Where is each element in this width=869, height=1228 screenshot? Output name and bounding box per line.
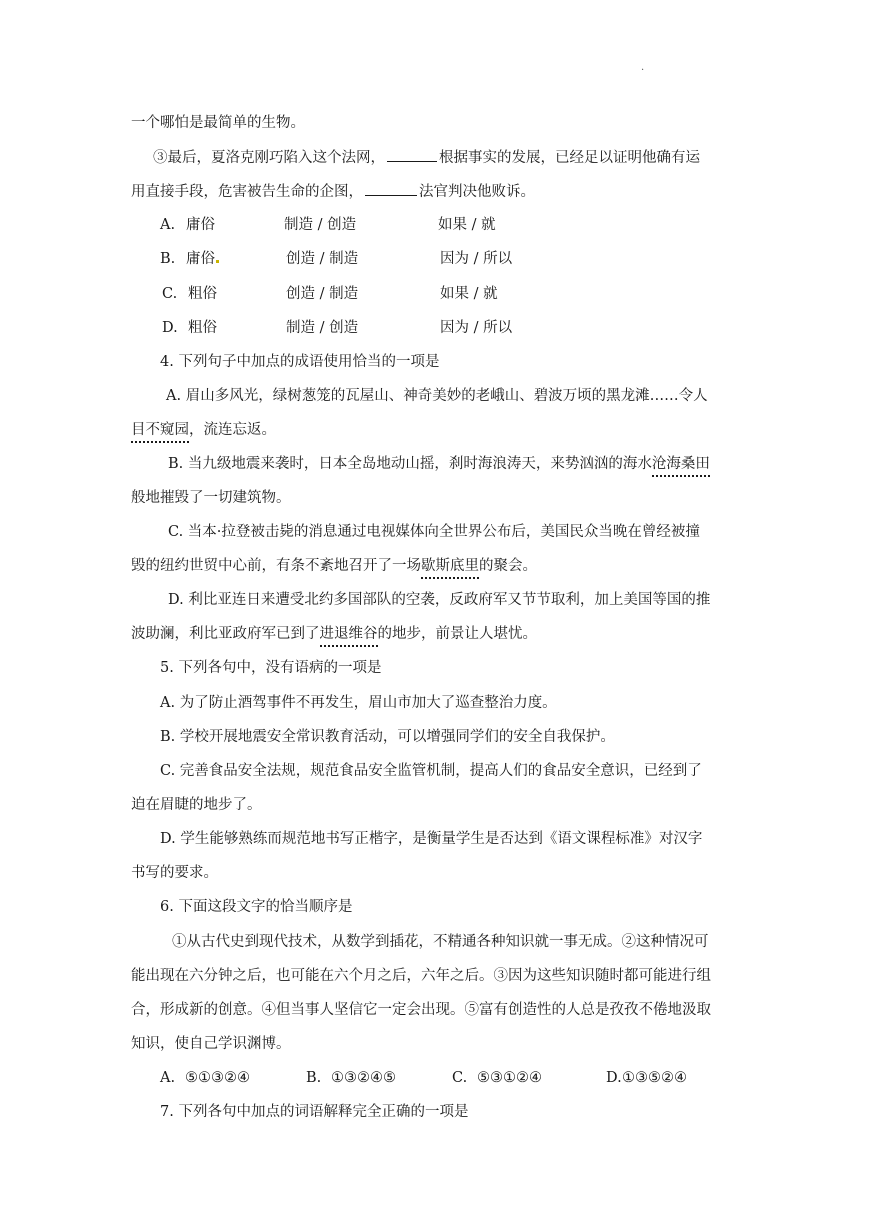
option-word: 因为 / 所以 xyxy=(440,251,513,267)
option-word: 粗俗 xyxy=(188,286,217,302)
option-sequence: ①③⑤②④ xyxy=(622,1070,687,1086)
option-letter: C. xyxy=(452,1070,468,1086)
answer-blank xyxy=(365,181,417,196)
option-line: 毁的纽约世贸中心前，有条不紊地召开了一场歇斯底里的聚会。 xyxy=(131,556,771,576)
option-line: 迫在眉睫的地步了。 xyxy=(131,797,262,813)
option-letter: B. xyxy=(160,251,176,267)
header-dot: . xyxy=(641,62,645,73)
dotted-idiom: 进退维谷 xyxy=(320,626,378,647)
highlight-mark xyxy=(216,260,219,263)
option-word: 制造 / 创造 xyxy=(284,217,357,233)
paragraph-line: 合，形成新的创意。④但当事人坚信它一定会出现。⑤富有创造性的人总是孜孜不倦地汲取 xyxy=(131,1002,711,1018)
option-word: 庸俗 xyxy=(186,217,215,233)
dotted-idiom: 歇斯底里 xyxy=(421,558,479,579)
paragraph-line: 能出现在六分钟之后，也可能在六个月之后，六年之后。③因为这些知识随时都可能进行组 xyxy=(131,968,711,984)
question-stem: 6. 下面这段文字的恰当顺序是 xyxy=(160,899,353,915)
option-line: C. 完善食品安全法规，规范食品安全监管机制，提高人们的食品安全意识，已经到了 xyxy=(160,763,702,779)
option-sequence: ⑤①③②④ xyxy=(185,1070,250,1086)
option-letter: A. xyxy=(160,1070,176,1086)
option-line: A. 眉山多风光，绿树葱笼的瓦屋山、神奇美妙的老峨山、碧波万顷的黑龙滩……令人 xyxy=(166,388,708,404)
question-stem: 7. 下列各句中加点的词语解释完全正确的一项是 xyxy=(160,1104,469,1120)
option-line: D. 学生能够熟练而规范地书写正楷字，是衡量学生是否达到《语文课程标准》对汉字 xyxy=(160,831,703,847)
option-word: 创造 / 制造 xyxy=(286,286,359,302)
option-word: 创造 / 制造 xyxy=(286,251,359,267)
option-word: 因为 / 所以 xyxy=(440,320,513,336)
option-line: A. 为了防止酒驾事件不再发生，眉山市加大了巡查整治力度。 xyxy=(160,695,557,711)
option-line: 书写的要求。 xyxy=(131,865,218,881)
dotted-idiom: 沧海桑田 xyxy=(652,456,710,477)
question-stem: 5. 下列各句中，没有语病的一项是 xyxy=(160,660,382,676)
option-letter: C. xyxy=(162,286,178,302)
paragraph-line: ③最后，夏洛克刚巧陷入这个法网， 根据事实的发展，已经足以证明他确有运 xyxy=(153,147,793,168)
paragraph-line: ①从古代史到现代技术，从数学到插花，不精通各种知识就一事无成。②这种情况可 xyxy=(172,934,709,950)
option-line: 目不窥园，流连忘返。 xyxy=(131,420,771,440)
option-line: 波助澜，利比亚政府军已到了进退维谷的地步，前景让人堪忧。 xyxy=(131,624,771,644)
option-line: C. 当本·拉登被击毙的消息通过电视媒体向全世界公布后，美国民众当晚在曾经被撞 xyxy=(168,524,700,540)
paragraph-line: 知识，使自己学识渊博。 xyxy=(131,1036,291,1052)
option-word: 如果 / 就 xyxy=(440,286,498,302)
option-word: 庸俗 xyxy=(186,249,219,269)
option-word: 粗俗 xyxy=(188,320,217,336)
paragraph-line: 一个哪怕是最简单的生物。 xyxy=(131,115,305,131)
paragraph-line: 用直接手段，危害被告生命的企图， 法官判决他败诉。 xyxy=(131,181,771,202)
option-line: B. 当九级地震来袭时，日本全岛地动山摇，刹时海浪涛天，来势汹汹的海水沧海桑田 xyxy=(168,454,808,474)
option-line: 般地摧毁了一切建筑物。 xyxy=(131,490,291,506)
option-sequence: ①③②④⑤ xyxy=(331,1070,396,1086)
option-letter: D. xyxy=(606,1070,622,1086)
option-line: D. 利比亚连日来遭受北约多国部队的空袭，反政府军又节节取利，加上美国等国的推 xyxy=(168,592,711,608)
option-letter: D. xyxy=(162,320,178,336)
question-stem: 4. 下列句子中加点的成语使用恰当的一项是 xyxy=(160,354,440,370)
option-letter: B. xyxy=(306,1070,322,1086)
answer-blank xyxy=(387,147,437,162)
dotted-idiom: 目不窥园 xyxy=(131,422,189,443)
option-word: 制造 / 创造 xyxy=(286,320,359,336)
option-line: B. 学校开展地震安全常识教育活动，可以增强同学们的安全自我保护。 xyxy=(160,729,615,745)
option-sequence: ⑤③①②④ xyxy=(477,1070,542,1086)
option-word: 如果 / 就 xyxy=(438,217,496,233)
option-letter: A. xyxy=(160,217,176,233)
